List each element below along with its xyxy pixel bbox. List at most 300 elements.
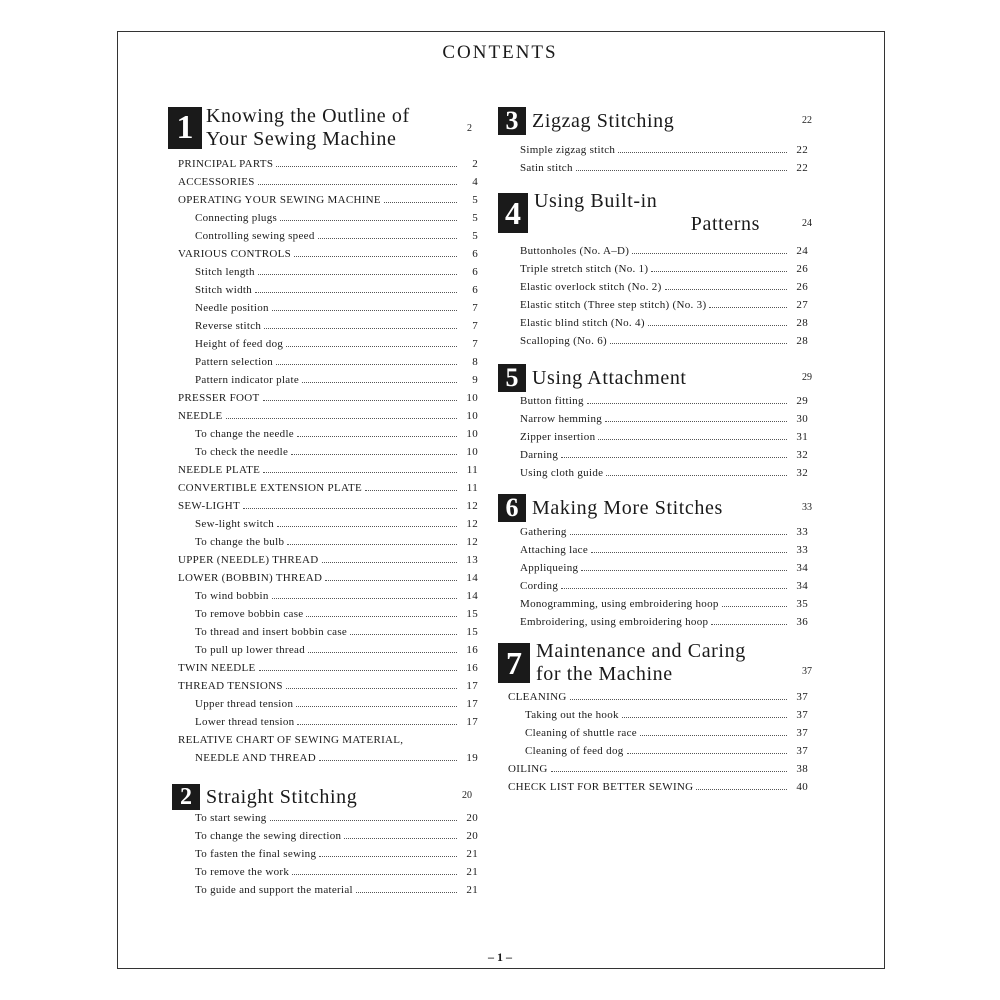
toc-entry-page: 30 — [796, 413, 808, 425]
section-3-entries — [520, 144, 808, 180]
toc-entry[interactable] — [520, 449, 808, 467]
toc-entry[interactable] — [178, 482, 478, 500]
toc-entry[interactable] — [520, 598, 808, 616]
section-title: Straight Stitching — [206, 785, 358, 808]
toc-entry-label: Controlling sewing speed — [195, 230, 315, 242]
toc-entry-page: 12 — [466, 518, 478, 530]
section-number-badge: 4 — [498, 193, 528, 233]
toc-entry-label: PRINCIPAL PARTS — [178, 158, 274, 170]
dot-leader — [297, 724, 457, 725]
toc-entry[interactable] — [178, 212, 478, 230]
section-title-line: Knowing the Outline of — [206, 105, 410, 127]
toc-entry-label: Appliqueing — [520, 562, 579, 574]
toc-entry[interactable] — [520, 144, 808, 162]
toc-entry-label: Stitch width — [195, 284, 253, 296]
dot-leader — [276, 364, 457, 365]
dot-leader — [325, 580, 457, 581]
toc-entry-label: Pattern indicator plate — [195, 374, 300, 386]
toc-entry-label: Monogramming, using embroidering hoop — [520, 598, 719, 610]
dot-leader — [576, 170, 787, 171]
toc-entry-label: Needle position — [195, 302, 269, 314]
section-2-entries — [178, 812, 478, 902]
toc-entry-label: To change the sewing direction — [195, 830, 342, 842]
section-5-heading[interactable] — [498, 363, 812, 392]
toc-entry-page: 7 — [472, 320, 478, 332]
section-4-heading[interactable] — [498, 190, 812, 236]
toc-entry[interactable] — [178, 830, 478, 848]
toc-entry-label: SEW-LIGHT — [178, 500, 240, 512]
dot-leader — [709, 307, 787, 308]
toc-entry[interactable] — [178, 590, 478, 608]
toc-entry-page: 34 — [796, 580, 808, 592]
toc-entry-page: 34 — [796, 562, 808, 574]
toc-entry-label: NEEDLE — [178, 410, 223, 422]
toc-entry[interactable] — [178, 374, 478, 392]
toc-entry[interactable] — [178, 608, 478, 626]
toc-entry-label: Darning — [520, 449, 559, 461]
toc-entry-page: 32 — [796, 449, 808, 461]
dot-leader — [696, 789, 787, 790]
toc-entry-label: TWIN NEEDLE — [178, 662, 256, 674]
toc-entry-label: LOWER (BOBBIN) THREAD — [178, 572, 323, 584]
toc-entry[interactable] — [178, 302, 478, 320]
toc-entry[interactable] — [178, 194, 478, 212]
toc-entry-label: Upper thread tension — [195, 698, 294, 710]
toc-entry-label: CONVERTIBLE EXTENSION PLATE — [178, 482, 363, 494]
toc-entry-page: 17 — [466, 680, 478, 692]
dot-leader — [291, 454, 457, 455]
toc-entry-page: 15 — [466, 626, 478, 638]
dot-leader — [292, 874, 457, 875]
section-3-heading[interactable] — [498, 106, 812, 135]
toc-entry-label: Cleaning of feed dog — [525, 745, 624, 757]
toc-entry-page: 10 — [466, 446, 478, 458]
toc-entry[interactable] — [178, 230, 478, 248]
toc-entry-label: Height of feed dog — [195, 338, 284, 350]
toc-entry[interactable] — [178, 266, 478, 284]
toc-entry-label: Connecting plugs — [195, 212, 278, 224]
dot-leader — [365, 490, 457, 491]
section-4-entries — [520, 245, 808, 353]
toc-entry[interactable] — [178, 338, 478, 356]
toc-entry-page: 28 — [796, 335, 808, 347]
toc-entry[interactable] — [520, 616, 808, 634]
section-page-number: 33 — [802, 502, 812, 513]
dot-leader — [350, 634, 457, 635]
toc-entry-page: 37 — [796, 727, 808, 739]
toc-entry-page: 9 — [472, 374, 478, 386]
section-title-line: Using Built-in — [534, 190, 658, 212]
toc-entry-label: To thread and insert bobbin case — [195, 626, 348, 638]
dot-leader — [570, 534, 787, 535]
section-title — [536, 640, 746, 686]
toc-entry[interactable] — [520, 544, 808, 562]
toc-entry[interactable] — [520, 413, 808, 431]
toc-entry[interactable] — [178, 536, 478, 554]
toc-entry-page: 33 — [796, 526, 808, 538]
toc-entry-page: 6 — [472, 284, 478, 296]
section-5 — [498, 363, 812, 392]
toc-entry[interactable] — [520, 245, 808, 263]
dot-leader — [296, 706, 457, 707]
toc-entry[interactable] — [178, 572, 478, 590]
toc-entry-page: 17 — [466, 698, 478, 710]
dot-leader — [322, 562, 457, 563]
toc-entry-page: 7 — [472, 302, 478, 314]
dot-leader — [318, 238, 457, 239]
toc-entry[interactable] — [508, 763, 808, 781]
toc-entry[interactable] — [178, 554, 478, 572]
toc-entry[interactable] — [178, 356, 478, 374]
toc-entry[interactable] — [520, 299, 808, 317]
dot-leader — [581, 570, 787, 571]
toc-entry[interactable] — [178, 284, 478, 302]
toc-entry-label: Gathering — [520, 526, 567, 538]
toc-entry[interactable] — [178, 734, 478, 752]
section-2 — [172, 784, 478, 810]
dot-leader — [561, 457, 787, 458]
toc-entry-page: 5 — [472, 194, 478, 206]
dot-leader — [605, 421, 787, 422]
toc-entry-page: 22 — [796, 144, 808, 156]
toc-entry-label: UPPER (NEEDLE) THREAD — [178, 554, 319, 566]
toc-entry-page: 20 — [466, 812, 478, 824]
section-7-heading[interactable] — [498, 640, 812, 686]
dot-leader — [319, 856, 457, 857]
toc-entry[interactable] — [178, 716, 478, 734]
toc-entry-page: 10 — [466, 392, 478, 404]
page-title: CONTENTS — [442, 42, 558, 63]
toc-entry-label: To guide and support the material — [195, 884, 353, 896]
toc-entry[interactable] — [178, 248, 478, 266]
dot-leader — [640, 735, 787, 736]
dot-leader — [302, 382, 457, 383]
dot-leader — [610, 343, 787, 344]
dot-leader — [294, 256, 457, 257]
dot-leader — [570, 699, 787, 700]
toc-entry-page: 12 — [466, 500, 478, 512]
toc-entry-page: 10 — [466, 410, 478, 422]
toc-entry[interactable] — [178, 158, 478, 176]
dot-leader — [226, 418, 457, 419]
toc-entry-page: 14 — [466, 572, 478, 584]
toc-entry-page: 21 — [466, 866, 478, 878]
dot-leader — [306, 616, 457, 617]
toc-entry-label: Buttonholes (No. A–D) — [520, 245, 630, 257]
section-number-badge: 6 — [498, 494, 526, 522]
toc-entry-page: 26 — [796, 263, 808, 275]
toc-entry-label: To fasten the final sewing — [195, 848, 317, 860]
section-title-line: Your Sewing Machine — [206, 128, 397, 150]
toc-entry[interactable] — [508, 727, 808, 745]
toc-entry[interactable] — [178, 500, 478, 518]
dot-leader — [272, 310, 457, 311]
dot-leader — [711, 624, 787, 625]
section-1 — [168, 105, 478, 151]
toc-entry-page: 8 — [472, 356, 478, 368]
dot-leader — [297, 436, 457, 437]
toc-entry-page: 2 — [472, 158, 478, 170]
section-6 — [498, 493, 812, 522]
toc-entry[interactable] — [178, 848, 478, 866]
section-title-line: Patterns — [690, 213, 760, 235]
toc-entry[interactable] — [178, 866, 478, 884]
toc-entry-page: 24 — [796, 245, 808, 257]
toc-entry[interactable] — [178, 464, 478, 482]
toc-entry-page: 11 — [466, 464, 478, 476]
section-page-number: 22 — [802, 115, 812, 126]
toc-entry-label: Sew-light switch — [195, 518, 275, 530]
toc-entry[interactable] — [178, 392, 478, 410]
toc-entry-label: Triple stretch stitch (No. 1) — [520, 263, 649, 275]
dot-leader — [287, 544, 457, 545]
toc-entry-label: To wind bobbin — [195, 590, 269, 602]
section-page-number: 24 — [802, 218, 812, 229]
toc-entry-label: To change the needle — [195, 428, 294, 440]
toc-entry-page: 32 — [796, 467, 808, 479]
toc-entry-page: 5 — [472, 212, 478, 224]
toc-entry-label: Simple zigzag stitch — [520, 144, 616, 156]
page-number-footer: – 1 – — [488, 950, 512, 964]
toc-entry-label: CLEANING — [508, 691, 567, 703]
toc-entry-page: 13 — [466, 554, 478, 566]
toc-entry-page: 15 — [466, 608, 478, 620]
toc-entry[interactable] — [178, 698, 478, 716]
toc-entry-label: Reverse stitch — [195, 320, 262, 332]
section-number-badge: 7 — [498, 643, 530, 683]
toc-entry[interactable] — [178, 812, 478, 830]
toc-entry-label: Lower thread tension — [195, 716, 295, 728]
dot-leader — [665, 289, 787, 290]
section-4 — [498, 190, 812, 236]
toc-entry-label: Scalloping (No. 6) — [520, 335, 607, 347]
toc-entry[interactable] — [520, 580, 808, 598]
toc-entry-page: 16 — [466, 662, 478, 674]
toc-entry[interactable] — [520, 317, 808, 335]
toc-entry-page: 27 — [796, 299, 808, 311]
toc-entry[interactable] — [178, 884, 478, 902]
toc-entry-label: NEEDLE AND THREAD — [195, 752, 316, 764]
dot-leader — [286, 688, 457, 689]
toc-entry-page: 19 — [466, 752, 478, 764]
toc-entry-label: To remove bobbin case — [195, 608, 304, 620]
toc-entry[interactable] — [178, 446, 478, 464]
section-2-heading[interactable] — [172, 784, 478, 810]
dot-leader — [264, 328, 457, 329]
dot-leader — [627, 753, 787, 754]
dot-leader — [263, 472, 457, 473]
toc-entry-page: 20 — [466, 830, 478, 842]
toc-entry-label: Zipper insertion — [520, 431, 596, 443]
toc-entry-label: OPERATING YOUR SEWING MACHINE — [178, 194, 381, 206]
dot-leader — [272, 598, 457, 599]
toc-entry[interactable] — [520, 281, 808, 299]
toc-entry-page: 16 — [466, 644, 478, 656]
toc-entry[interactable] — [520, 335, 808, 353]
dot-leader — [255, 292, 457, 293]
dot-leader — [276, 166, 457, 167]
toc-entry-page: 6 — [472, 266, 478, 278]
toc-entry-label: Elastic overlock stitch (No. 2) — [520, 281, 662, 293]
dot-leader — [258, 184, 457, 185]
toc-entry-label: ACCESSORIES — [178, 176, 255, 188]
toc-entry-page: 40 — [796, 781, 808, 793]
toc-entry-label: Pattern selection — [195, 356, 274, 368]
dot-leader — [561, 588, 787, 589]
section-title: Making More Stitches — [532, 496, 723, 519]
toc-entry[interactable] — [178, 176, 478, 194]
toc-entry-label: PRESSER FOOT — [178, 392, 260, 404]
toc-entry[interactable] — [508, 781, 808, 799]
toc-entry[interactable] — [508, 709, 808, 727]
toc-entry-label: Satin stitch — [520, 162, 573, 174]
toc-entry-page: 17 — [466, 716, 478, 728]
toc-entry-label: Embroidering, using embroidering hoop — [520, 616, 709, 628]
toc-entry-page: 6 — [472, 248, 478, 260]
toc-entry[interactable] — [520, 562, 808, 580]
toc-entry-page: 33 — [796, 544, 808, 556]
dot-leader — [618, 152, 787, 153]
toc-entry-label: Cleaning of shuttle race — [525, 727, 637, 739]
dot-leader — [280, 220, 457, 221]
toc-entry[interactable] — [178, 680, 478, 698]
dot-leader — [308, 652, 457, 653]
section-page-number: 2 — [467, 123, 472, 134]
toc-entry-label: CHECK LIST FOR BETTER SEWING — [508, 781, 694, 793]
dot-leader — [344, 838, 457, 839]
toc-entry-label: To start sewing — [195, 812, 267, 824]
section-title: Using Attachment — [532, 366, 687, 389]
toc-entry[interactable] — [520, 467, 808, 485]
dot-leader — [598, 439, 787, 440]
dot-leader — [258, 274, 457, 275]
dot-leader — [286, 346, 457, 347]
toc-entry-page: 14 — [466, 590, 478, 602]
toc-entry[interactable] — [178, 428, 478, 446]
toc-entry[interactable] — [178, 320, 478, 338]
toc-entry-label: To check the needle — [195, 446, 289, 458]
toc-entry-page: 12 — [466, 536, 478, 548]
dot-leader — [722, 606, 787, 607]
toc-entry-label: Elastic stitch (Three step stitch) (No. 3) — [520, 299, 707, 311]
section-6-entries — [520, 526, 808, 634]
toc-entry-page: 37 — [796, 745, 808, 757]
toc-entry[interactable] — [520, 162, 808, 180]
toc-entry-label: To pull up lower thread — [195, 644, 305, 656]
toc-entry-page: 31 — [796, 431, 808, 443]
toc-entry-label: OILING — [508, 763, 548, 775]
section-page-number: 37 — [802, 666, 812, 677]
toc-entry-label: Button fitting — [520, 395, 584, 407]
toc-entry-page: 22 — [796, 162, 808, 174]
section-title — [534, 190, 774, 236]
toc-entry[interactable] — [178, 644, 478, 662]
dot-leader — [319, 760, 457, 761]
dot-leader — [356, 892, 457, 893]
dot-leader — [622, 717, 787, 718]
toc-entry-page: 21 — [466, 848, 478, 860]
toc-entry[interactable] — [178, 518, 478, 536]
section-1-heading[interactable] — [168, 105, 478, 151]
toc-entry-page: 5 — [472, 230, 478, 242]
dot-leader — [651, 271, 787, 272]
toc-entry-label: Narrow hemming — [520, 413, 603, 425]
section-number-badge: 3 — [498, 107, 526, 135]
section-title-line: for the Machine — [536, 663, 673, 685]
dot-leader — [551, 771, 787, 772]
section-title — [206, 105, 410, 151]
toc-entry-label: Taking out the hook — [525, 709, 619, 721]
section-7 — [498, 640, 812, 686]
toc-entry-label: VARIOUS CONTROLS — [178, 248, 292, 260]
toc-entry[interactable] — [178, 410, 478, 428]
toc-entry-page: 38 — [796, 763, 808, 775]
section-title-line: Maintenance and Caring — [536, 640, 746, 662]
toc-entry-page: 10 — [466, 428, 478, 440]
toc-entry-page: 21 — [466, 884, 478, 896]
toc-entry-label: THREAD TENSIONS — [178, 680, 283, 692]
toc-entry-page: 35 — [796, 598, 808, 610]
toc-entry-page: 37 — [796, 691, 808, 703]
dot-leader — [259, 670, 457, 671]
toc-entry[interactable] — [178, 752, 478, 770]
toc-entry[interactable] — [520, 263, 808, 281]
toc-entry-page: 29 — [796, 395, 808, 407]
toc-entry[interactable] — [508, 745, 808, 763]
toc-entry[interactable] — [178, 662, 478, 680]
section-page-number: 29 — [802, 372, 812, 383]
dot-leader — [591, 552, 787, 553]
section-3 — [498, 106, 812, 135]
toc-entry-label: Stitch length — [195, 266, 255, 278]
toc-entry-label: Using cloth guide — [520, 467, 604, 479]
toc-entry-page: 7 — [472, 338, 478, 350]
section-number-badge: 5 — [498, 364, 526, 392]
toc-entry[interactable] — [508, 691, 808, 709]
section-number-badge: 1 — [168, 107, 202, 149]
dot-leader — [270, 820, 457, 821]
toc-entry-label: Cording — [520, 580, 559, 592]
toc-entry[interactable] — [520, 395, 808, 413]
toc-entry[interactable] — [520, 526, 808, 544]
toc-entry-page: 37 — [796, 709, 808, 721]
section-title: Zigzag Stitching — [532, 109, 675, 132]
section-1-entries — [178, 158, 478, 770]
dot-leader — [632, 253, 787, 254]
toc-entry-label: To remove the work — [195, 866, 290, 878]
toc-entry-page: 36 — [796, 616, 808, 628]
section-number-badge: 2 — [172, 784, 200, 810]
toc-entry[interactable] — [178, 626, 478, 644]
toc-entry-label: Elastic blind stitch (No. 4) — [520, 317, 645, 329]
dot-leader — [587, 403, 787, 404]
toc-entry-label: Attaching lace — [520, 544, 589, 556]
section-7-entries — [508, 691, 808, 799]
dot-leader — [384, 202, 457, 203]
toc-entry-label: RELATIVE CHART OF SEWING MATERIAL, — [178, 734, 404, 746]
dot-leader — [277, 526, 457, 527]
dot-leader — [648, 325, 787, 326]
toc-entry-page: 4 — [472, 176, 478, 188]
dot-leader — [606, 475, 787, 476]
dot-leader — [243, 508, 457, 509]
dot-leader — [263, 400, 457, 401]
toc-entry[interactable] — [520, 431, 808, 449]
toc-entry-page: 11 — [466, 482, 478, 494]
toc-entry-page: 26 — [796, 281, 808, 293]
section-6-heading[interactable] — [498, 493, 812, 522]
section-page-number: 20 — [462, 790, 472, 801]
